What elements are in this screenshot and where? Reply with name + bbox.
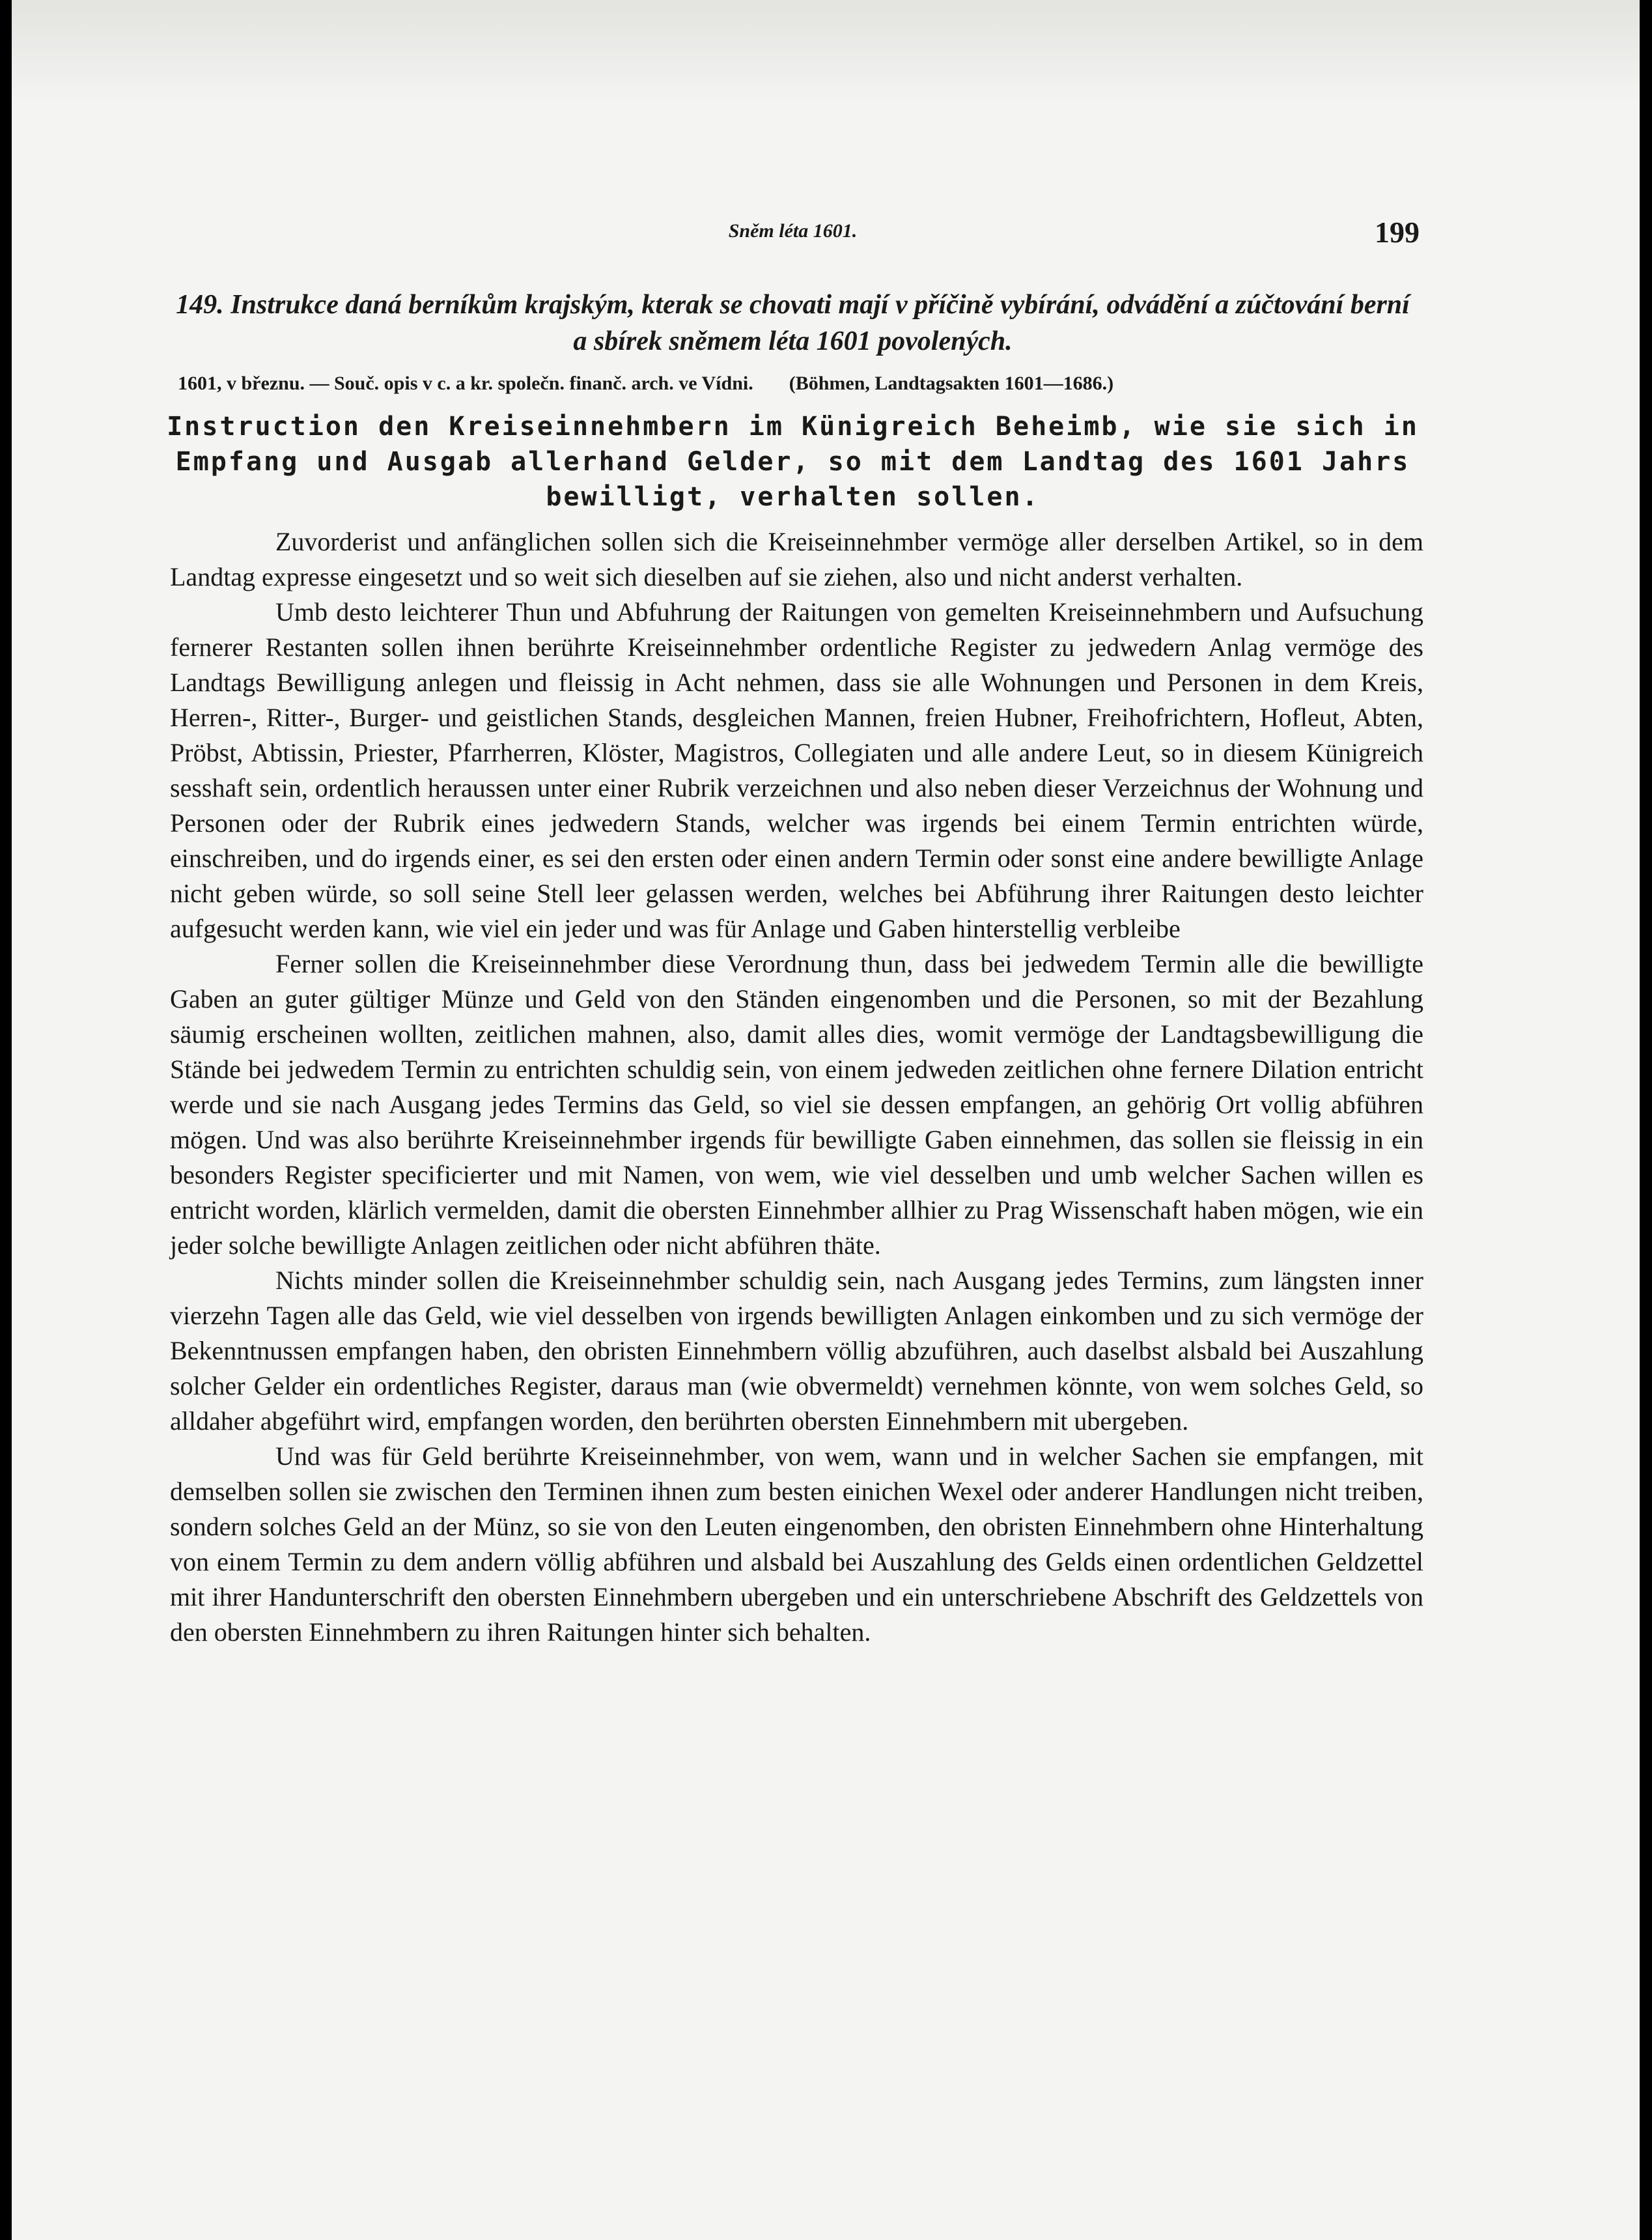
- paragraph-1: Zuvorderist und anfänglichen sollen sich die Kreiseinnehmber vermöge aller derselben Artikel, so in dem Landtag expresse eingesetzt und so weit sich dieselben auf sie ziehen, also und nicht anderst verhalten.: [170, 527, 1423, 591]
- running-title: Sněm léta 1601.: [728, 220, 858, 242]
- paragraph-5: Und was für Geld berührte Kreiseinnehmber, von wem, wann und in welcher Sachen sie empfangen, mit demselben sollen sie zwischen den Terminen ihnen zum besten einichen Wexel oder anderer Handlungen nicht treiben, sondern solches Geld an der Münz, so sie von den Leuten eingenomben, den obristen Einnehmbern ohne Hinterhaltung von einem Termin zu dem andern völlig abführen und alsbald bei Auszahlung des Gelds einen ordentlichen Geldzettel mit ihrer Handunterschrift den obersten Einnehmbern ubergeben und ein unterschriebene Abschrift des Geldzettels von den obersten Einnehmbern zu ihren Raitungen hinter sich behalten.: [170, 1441, 1423, 1647]
- german-title: Instruction den Kreiseinnehmbern im Künigreich Beheimb, wie sie sich in Empfang und Ausgab allerhand Gelder, so mit dem Landtag des 1601 Jahrs bewilligt, verhalten sollen.: [167, 412, 1419, 512]
- body-text: [170, 524, 1423, 1650]
- paragraph-2: Umb desto leichterer Thun und Abfuhrung der Raitungen von gemelten Kreiseinnehmbern und Aufsuchung fernerer Restanten sollen ihnen berührte Kreiseinnehmber ordentliche Register zu jedwedern Anlag vermöge des Landtags Bewilligung anlegen und fleissig in Acht nehmen, dass sie alle Wohnungen und Personen in dem Kreis, Herren-, Ritter-, Burger- und geistlichen Stands, desgleichen Mannen, freien Hubner, Freihofrichtern, Hofleut, Abten, Pröbst, Abtissin, Priester, Pfarrherren, Klöster, Magistros, Collegiaten und alle andere Leut, so in diesem Künigreich sesshaft sein, ordentlich heraussen unter einer Rubrik verzeichnen und also neben dieser Verzeichnus der Wohnung und Personen oder der Rubrik eines jedwedern Stands, welcher was irgends bei einem Termin entrichten würde, einschreiben, und do irgends einer, es sei den ersten oder einen andern Termin oder sonst eine andere bewilligte Anlage nicht geben würde, so soll seine Stell leer gelassen werden, welches bei Abführung ihrer Raitungen desto leichter aufgesucht werden kann, wie viel ein jeder und was für Anlage und Gaben hinterstellig verbleibe: [170, 597, 1423, 943]
- page-number: 199: [1375, 216, 1420, 249]
- document-heading: 149. Instrukce daná berníkům krajským, kterak se chovati mají v příčině vybírání, odvádění a zúčtování berní a sbírek sněmem léta 1601 povolených.: [176, 290, 1410, 356]
- paragraph-3: Ferner sollen die Kreiseinnehmber diese Verordnung thun, dass bei jedwedem Termin alle die bewilligte Gaben an guter gültiger Münze und Geld von den Ständen eingenomben und die Personen, so mit der Bezahlung säumig erscheinen wollten, zeitlichen mahnen, also, damit alles dies, womit vermöge der Landtagsbewilligung die Stände bei jedwedem Termin zu entrichten schuldig sein, von einem jedweden zeitlichen ohne fernere Dilation entricht werde und sie nach Ausgang jedes Termins das Geld, so viel sie dessen empfangen, an gehörig Ort vollig abführen mögen. Und was also berührte Kreiseinnehmber irgends für bewilligte Gaben einnehmen, das sollen sie fleissig in ein besonders Register specificierter und mit Namen, von wem, wie viel desselben und umb welcher Sachen willen es entricht worden, klärlich vermelden, damit die obersten Einnehmber allhier zu Prag Wissenschaft haben mögen, wie ein jeder solche bewilligte Anlagen zeitlichen oder nicht abführen thäte.: [170, 949, 1423, 1260]
- source-note: [178, 368, 1421, 399]
- scan-shadow: [12, 0, 1640, 104]
- paragraph-4: Nichts minder sollen die Kreiseinnehmber schuldig sein, nach Ausgang jedes Termins, zum längsten inner vierzehn Tagen alle das Geld, wie viel desselben von irgends bewilligten Anlagen einkomben und zu sich vermöge der Bekenntnussen empfangen haben, den obristen Einnehmbern völlig abzuführen, auch daselbst alsbald bei Auszahlung solcher Gelder ein ordentliches Register, daraus man (wie obvermeldt) vernehmen könnte, von wem solches Geld, so alldaher abgeführt wird, empfangen worden, den berührten obersten Einnehmbern mit ubergeben.: [170, 1266, 1423, 1436]
- source-date: 1601, v březnu.: [178, 373, 305, 394]
- page-header: [166, 215, 1420, 254]
- scanned-page: [12, 0, 1640, 2240]
- source-archive: (Böhmen, Landtagsakten 1601—1686.): [789, 373, 1114, 394]
- source-reference: — Souč. opis v c. a kr. společn. finanč. arch. ve Vídni.: [309, 373, 753, 394]
